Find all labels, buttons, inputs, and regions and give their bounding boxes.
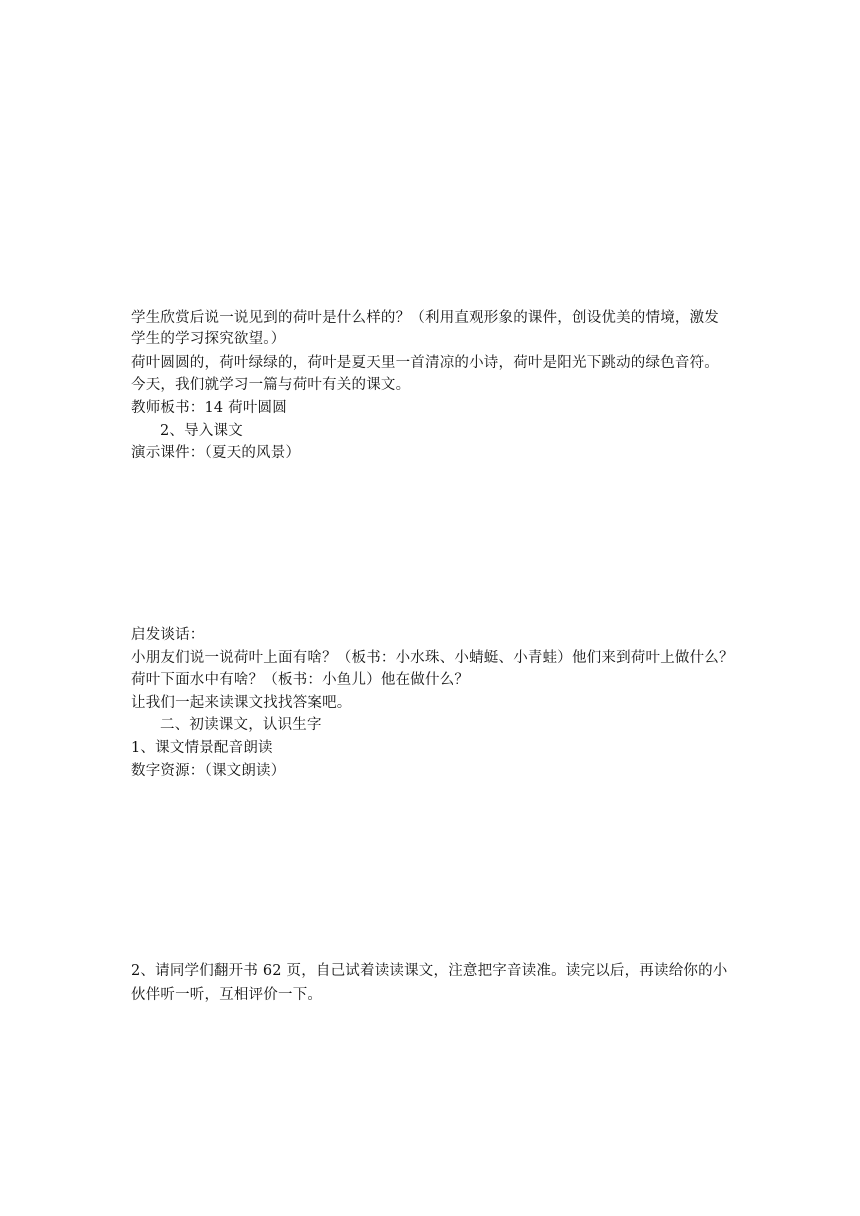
section-heading: 1、课文情景配音朗读 bbox=[131, 740, 273, 756]
paragraph-line: 2、请同学们翻开书 62 页，自己试着读读课文，注意把字音读准。读完以后，再读给你的小 bbox=[131, 963, 728, 979]
paragraph-line: 演示课件：（夏天的风景） bbox=[131, 445, 301, 461]
paragraph-line: 荷叶圆圆的，荷叶绿绿的，荷叶是夏天里一首清凉的小诗，荷叶是阳光下跳动的绿色音符。 bbox=[131, 355, 719, 371]
section-heading: 2、导入课文 bbox=[160, 423, 243, 439]
paragraph-line: 教师板书：14 荷叶圆圆 bbox=[131, 400, 287, 416]
paragraph-line: 让我们一起来读课文找找答案吧。 bbox=[131, 695, 352, 711]
paragraph-line: 学生欣赏后说一说见到的荷叶是什么样的？（利用直观形象的课件，创设优美的情境，激发 bbox=[131, 310, 719, 326]
paragraph-line: 启发谈话： bbox=[131, 627, 205, 643]
paragraph-line: 小朋友们说一说荷叶上面有啥？（板书：小水珠、小蜻蜓、小青蛙）他们来到荷叶上做什么？ bbox=[131, 650, 734, 666]
paragraph-line: 荷叶下面水中有啥？（板书：小鱼儿）他在做什么？ bbox=[131, 672, 470, 688]
paragraph-line: 今天，我们就学习一篇与荷叶有关的课文。 bbox=[131, 377, 411, 393]
paragraph-line: 伙伴听一听，互相评价一下。 bbox=[131, 987, 323, 1003]
section-heading: 二、初读课文，认识生字 bbox=[160, 717, 322, 733]
paragraph-line: 数字资源：（课文朗读） bbox=[131, 763, 286, 779]
paragraph-line: 学生的学习探究欲望。） bbox=[131, 331, 286, 347]
